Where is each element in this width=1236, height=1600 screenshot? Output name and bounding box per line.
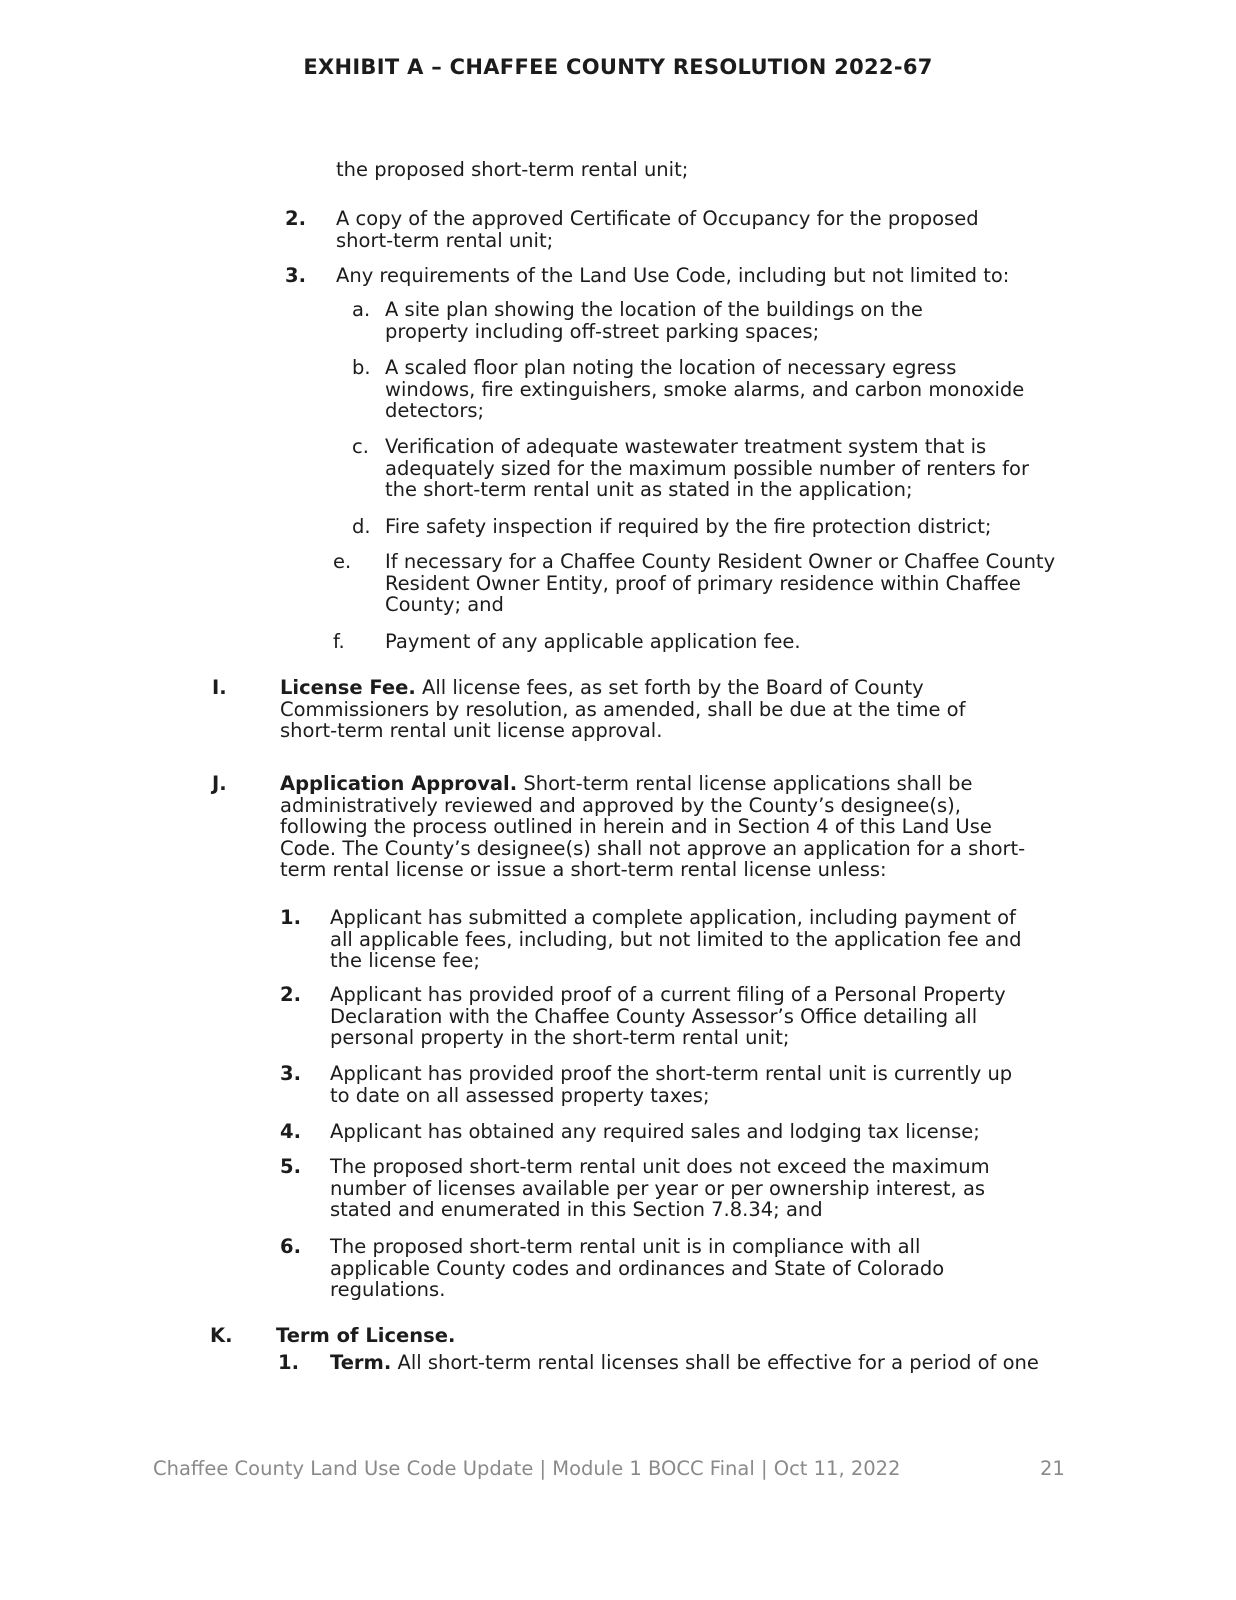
subitem-c-text: the short-term rental unit as stated in the application;	[385, 478, 913, 501]
subitem-b-text: windows, fire extinguishers, smoke alarms, and carbon monoxide	[385, 377, 1025, 401]
section-k-marker: K.	[210, 1324, 233, 1347]
subitem-e-text: Resident Owner Entity, proof of primary residence within Chaffee	[385, 571, 1021, 595]
approval-item-3-marker: 3.	[280, 1062, 301, 1085]
approval-item-1-text: all applicable fees, including, but not limited to the application fee and	[330, 927, 1022, 951]
list-item-2-text: A copy of the approved Certificate of Occupancy for the proposed	[336, 207, 979, 230]
approval-item-2-text: Declaration with the Chaffee County Assessor’s Office detailing all	[330, 1004, 978, 1028]
section-j-text: term rental license or issue a short-term rental license unless:	[280, 858, 887, 881]
subitem-f-text: Payment of any applicable application fee.	[385, 630, 801, 653]
list-item-2-text: short-term rental unit;	[336, 228, 554, 252]
subitem-b-text: detectors;	[385, 399, 485, 422]
approval-item-6-text: regulations.	[330, 1278, 446, 1301]
subitem-b-marker: b.	[352, 356, 371, 379]
list-item-2-marker: 2.	[285, 207, 306, 230]
section-j-first-line	[280, 772, 972, 796]
section-i-marker: I.	[212, 676, 227, 699]
subitem-e-text: County; and	[385, 593, 504, 616]
section-i-first-line	[280, 676, 924, 700]
page-footer: Chaffee County Land Use Code Update | Module 1 BOCC Final | Oct 11, 2022	[153, 1457, 901, 1480]
approval-item-5-text: number of licenses available per year or per ownership interest, as	[330, 1176, 986, 1200]
subitem-a-marker: a.	[352, 298, 371, 321]
approval-item-5-text: stated and enumerated in this Section 7.8.34; and	[330, 1198, 823, 1221]
approval-item-2-marker: 2.	[280, 983, 301, 1006]
term-item-text	[330, 1351, 1039, 1375]
approval-item-3-text: Applicant has provided proof the short-term rental unit is currently up	[330, 1062, 1013, 1085]
approval-item-2-text: personal property in the short-term rental unit;	[330, 1026, 790, 1049]
section-j-heading: Application Approval.	[280, 772, 518, 795]
section-j-text: Code. The County’s designee(s) shall not approve an application for a short-	[280, 836, 1026, 860]
approval-item-4-text: Applicant has obtained any required sales and lodging tax license;	[330, 1120, 980, 1143]
subitem-e-marker: e.	[333, 550, 352, 573]
approval-item-1-text: Applicant has submitted a complete application, including payment of	[330, 906, 1016, 929]
term-item-marker: 1.	[278, 1351, 299, 1374]
term-heading: Term.	[330, 1351, 392, 1374]
subitem-f-marker: f.	[333, 630, 345, 653]
section-i-first-line-text: All license fees, as set forth by the Board of County	[415, 676, 924, 699]
approval-item-2-text: Applicant has provided proof of a current filing of a Personal Property	[330, 983, 1006, 1006]
approval-item-3-text: to date on all assessed property taxes;	[330, 1083, 710, 1107]
approval-item-1-text: the license fee;	[330, 949, 480, 972]
subitem-a-text: property including off-street parking spaces;	[385, 319, 820, 343]
list-item-3-marker: 3.	[285, 264, 306, 287]
approval-item-5-text: The proposed short-term rental unit does not exceed the maximum	[330, 1155, 990, 1178]
subitem-c-text: adequately sized for the maximum possible number of renters for	[385, 456, 1029, 480]
subitem-a-text: A site plan showing the location of the buildings on the	[385, 298, 923, 321]
section-j-text: following the process outlined in herein and in Section 4 of this Land Use	[280, 815, 992, 838]
section-j-first-line-text: Short-term rental license applications shall be	[517, 772, 973, 795]
approval-item-6-text: applicable County codes and ordinances and State of Colorado	[330, 1256, 945, 1280]
subitem-b-text: A scaled floor plan noting the location of necessary egress	[385, 356, 957, 379]
approval-item-6-marker: 6.	[280, 1235, 301, 1258]
subitem-d-marker: d.	[352, 515, 371, 538]
approval-item-4-marker: 4.	[280, 1120, 301, 1143]
page-header: EXHIBIT A – CHAFFEE COUNTY RESOLUTION 2022-67	[303, 55, 933, 79]
section-j-text: administratively reviewed and approved by the County’s designee(s),	[280, 793, 961, 817]
list-item-3-text: Any requirements of the Land Use Code, including but not limited to:	[336, 264, 1010, 287]
subitem-e-text: If necessary for a Chaffee County Resident Owner or Chaffee County	[385, 550, 1056, 573]
subitem-c-text: Verification of adequate wastewater treatment system that is	[385, 435, 987, 458]
subitem-d-text: Fire safety inspection if required by the fire protection district;	[385, 515, 992, 538]
section-i-text: short-term rental unit license approval.	[280, 719, 663, 742]
term-text: All short-term rental licenses shall be effective for a period of one	[391, 1351, 1039, 1374]
section-i-text: Commissioners by resolution, as amended, shall be due at the time of	[280, 697, 966, 721]
page-number: 21	[1040, 1457, 1065, 1480]
approval-item-1-marker: 1.	[280, 906, 301, 929]
section-k-heading: Term of License.	[276, 1324, 456, 1347]
subitem-c-marker: c.	[352, 435, 369, 458]
section-j-marker: J.	[212, 772, 227, 795]
approval-item-6-text: The proposed short-term rental unit is in compliance with all	[330, 1235, 921, 1258]
continuation-text: the proposed short-term rental unit;	[336, 158, 689, 181]
approval-item-5-marker: 5.	[280, 1155, 301, 1178]
section-i-heading: License Fee.	[280, 676, 416, 699]
